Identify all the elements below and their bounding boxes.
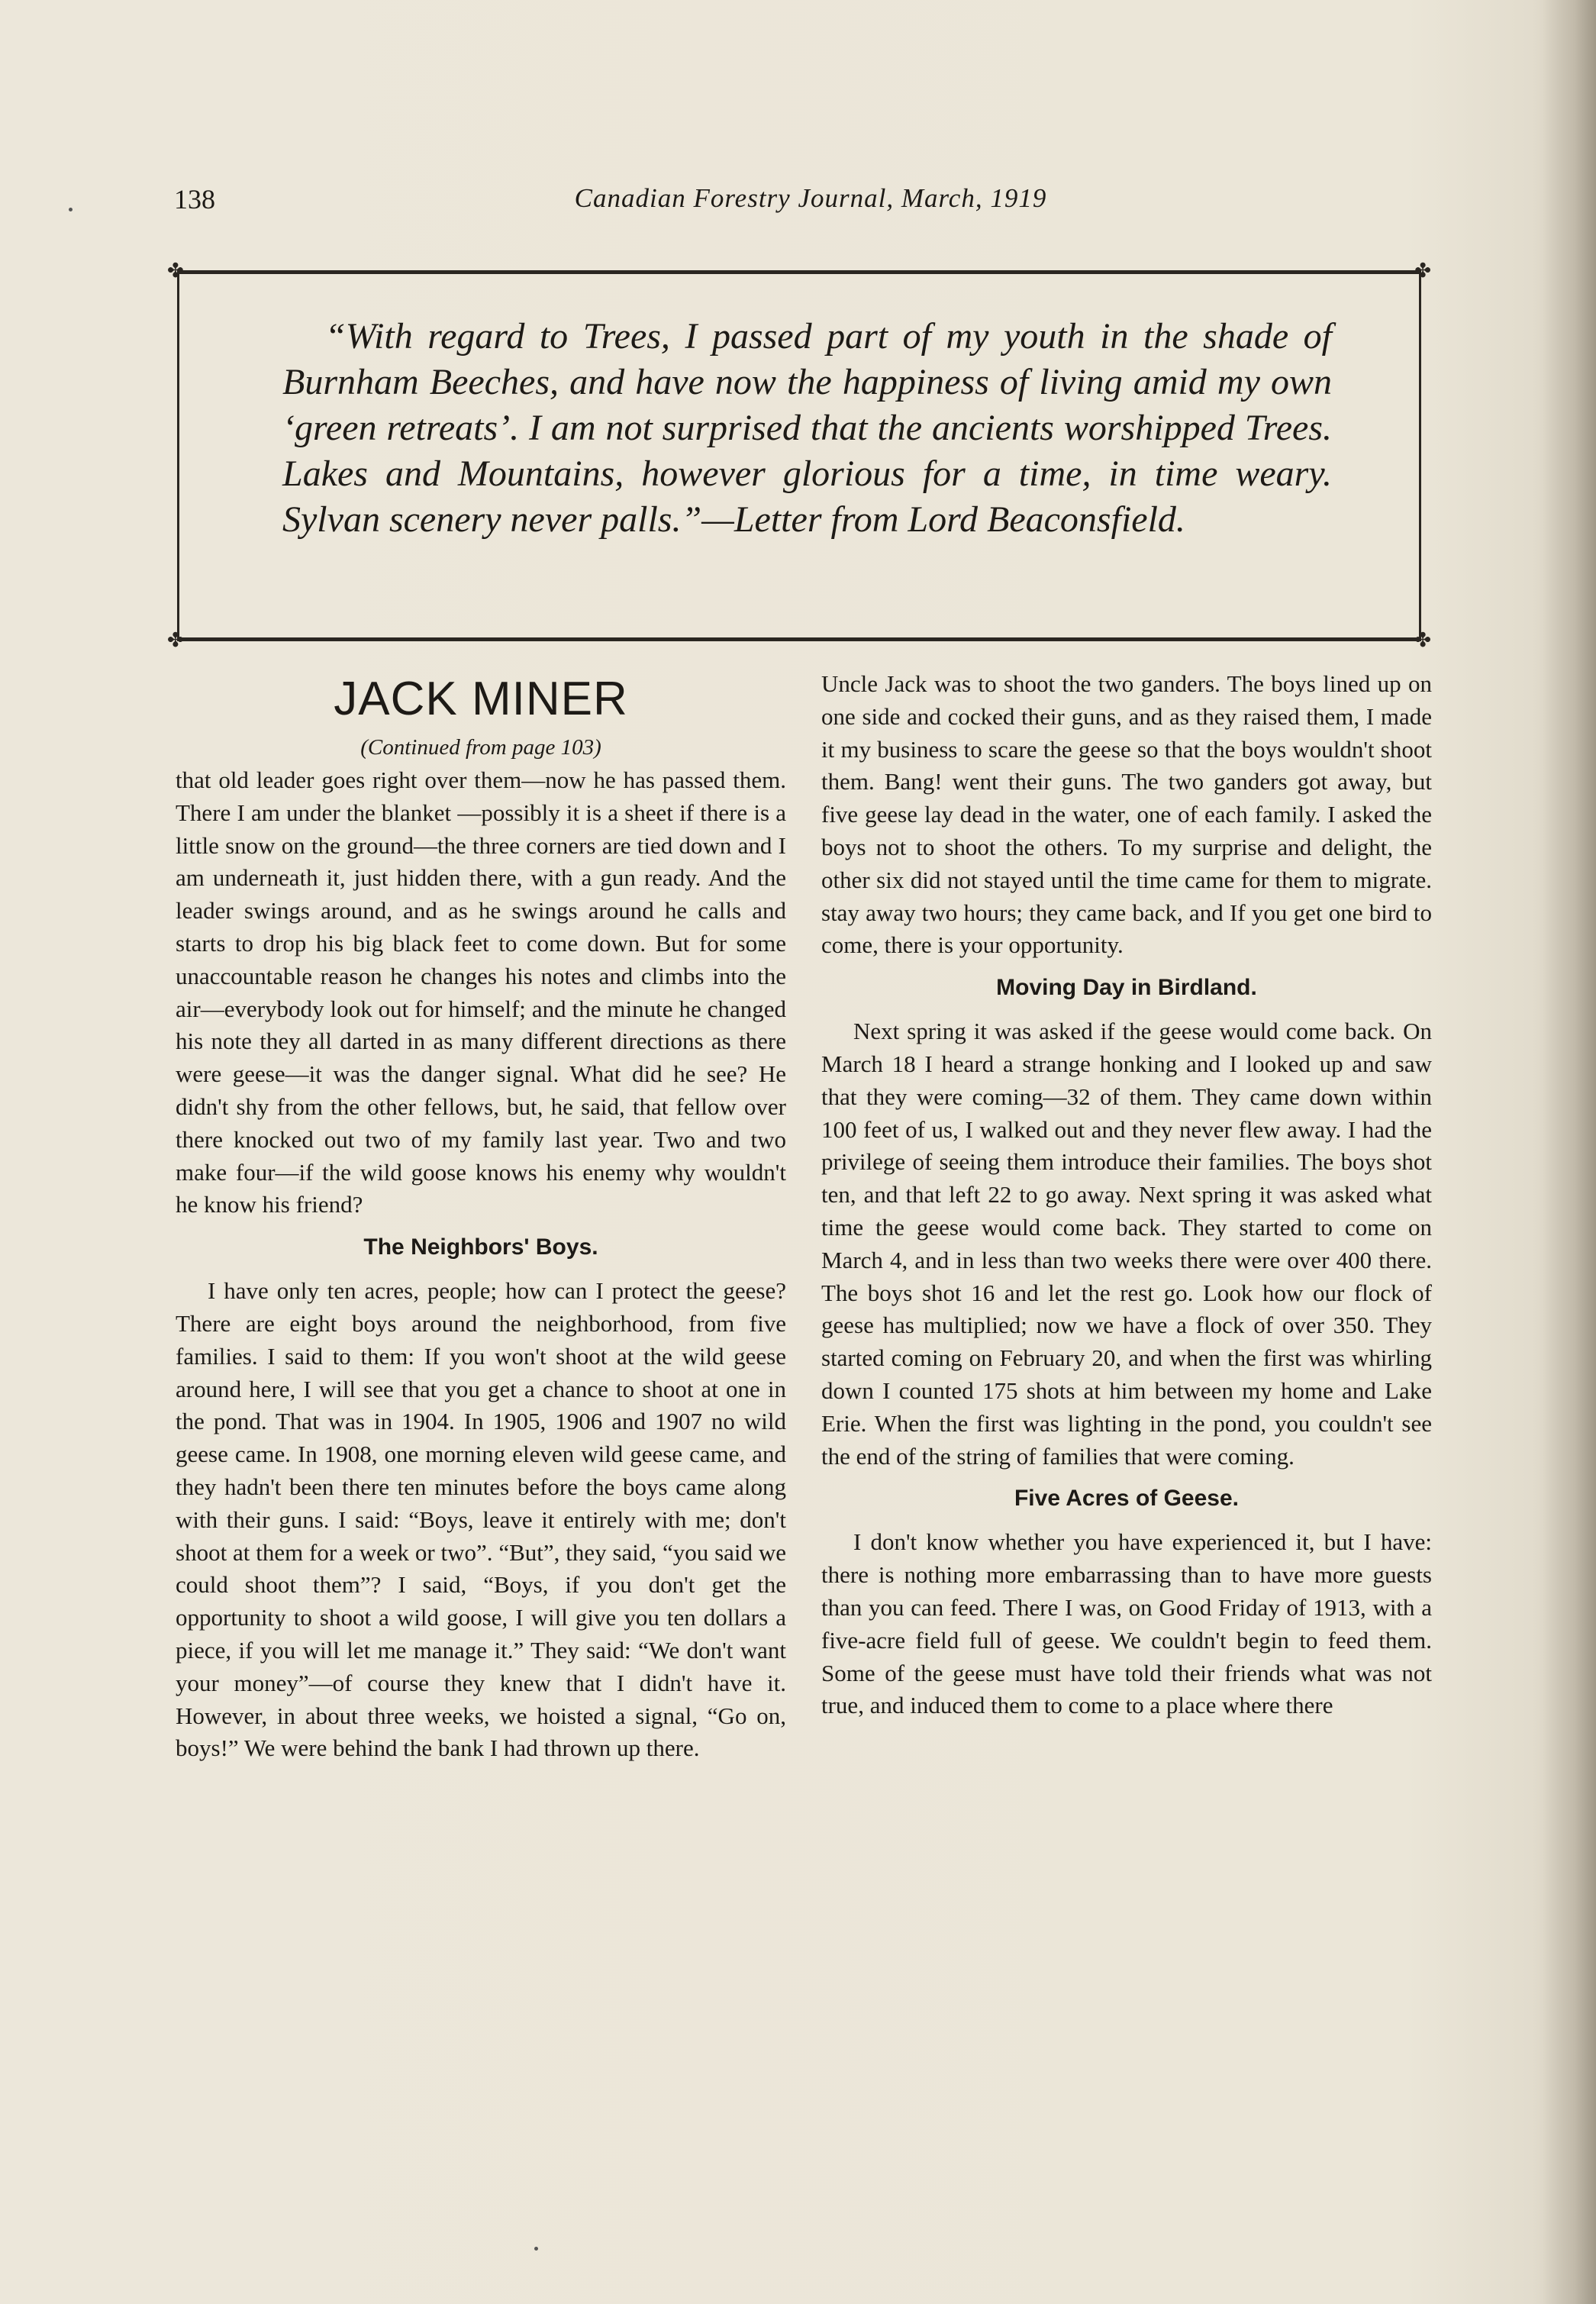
journal-title: Canadian Forestry Journal, March, 1919 bbox=[574, 183, 1047, 213]
beaconsfield-quote: “With regard to Trees, I passed part of my youth in the shade of Burnham Beeches, and have now the happiness of living amid my own ‘green retreats’. I am not surprised that the ancients worshipped Trees. Lakes and Mountains, however glorious for a time, in time weary. Sylvan scenery never palls.”—Letter from Lord Beaconsfield. bbox=[282, 316, 1332, 540]
running-head bbox=[174, 183, 1447, 221]
body-paragraph: Next spring it was asked if the geese would come back. On March 18 I heard a strange honking and I looked up and saw that they were coming—32 of them. They came down within 100 feet of us, I walked out and they never flew away. I had the privilege of seeing them introduce their families. The boys shot ten, and that left 22 to go away. Next spring it was asked what time the geese would come back. They started to come on March 4, and in less than two weeks there were over 400 there. The boys shot 16 and let the rest go. Look how our flock of geese has multiplied; now we have a flock of over 350. They started coming on February 20, and when the first was whirling down I counted 175 shots at him between my home and Lake Erie. When the first was lighting in the pond, you couldn't see the end of the string of families that were coming. bbox=[821, 1018, 1432, 1470]
section-heading: Five Acres of Geese. bbox=[1014, 1486, 1240, 1512]
body-paragraph: Uncle Jack was to shoot the two ganders. The boys lined up on one side and cocked their guns, and as they raised them, I made it my business to scare the geese so that the boys wouldn't shoot them. Bang! went their guns. The two ganders got away, but five geese lay dead in the water, one of each family. I asked the boys not to shoot the others. To my surprise and delight, the other six did not stayed until the time came for them to migrate. stay away two hours; they came back, and If you get one bird to come, there is your opportunity. bbox=[821, 670, 1432, 959]
left-column bbox=[176, 668, 786, 1765]
continued-note: (Continued from page 103) bbox=[360, 735, 601, 760]
article-title: JACK MINER bbox=[334, 673, 628, 725]
box-corner-ornament: ✤ bbox=[1414, 260, 1431, 282]
body-paragraph: I have only ten acres, people; how can I protect the geese? There are eight boys around the neighborhood, from five families. I said to them: If you won't shoot at the wild geese around here, I will see that you get a chance to shoot at one in the pond. That was in 1904. In 1905, 1906 and 1907 no wild geese came. In 1908, one morning eleven wild geese came, and they hadn't been there ten minutes before the boys came along with their guns. I said: “Boys, leave it entirely with me; don't shoot at them for a week or two”. “But”, they said, “you said we could shoot them”? I said, “Boys, if you don't get the opportunity to shoot a wild goose, I will give you ten dollars a piece, if you will let me manage it.” They said: “We don't want your money”—of course they knew that I didn't have it. However, in about three weeks, we hoisted a signal, “Go on, boys!” We were behind the bank I had thrown up there. bbox=[176, 1277, 786, 1762]
body-paragraph: I don't know whether you have experienced it, but I have: there is nothing more embarrassing than to have more guests than you can feed. There I was, on Good Friday of 1913, with a five-acre field full of geese. We couldn't begin to feed them. Some of the geese must have told their friends what was not true, and induced them to come to a place where there bbox=[821, 1528, 1432, 1719]
section-heading: The Neighbors' Boys. bbox=[363, 1234, 598, 1260]
box-corner-ornament: ✤ bbox=[167, 629, 184, 651]
box-corner-ornament: ✤ bbox=[1414, 629, 1431, 651]
right-column bbox=[821, 668, 1432, 1722]
paper-speck bbox=[534, 2247, 538, 2251]
body-paragraph: that old leader goes right over them—now he has passed them. There I am under the blanket —possibly it is a sheet if there is a little snow on the ground—the three corners are tied down and I am underneath it, just hidden there, with a gun ready. And the leader swings around, and as he swings around he calls and starts to drop his big black feet to come down. But for some unaccountable reason he changes his notes and climbs into the air—everybody look out for himself; and the minute he changed his note they all darted in as many different directions as there were geese—it was the danger signal. What did he see? He didn't shy from the other fellows, but, he said, that fellow over there knocked out two of my family last year. Two and two make four—if the wild goose knows his enemy why wouldn't he know his friend? bbox=[176, 766, 786, 1218]
box-corner-ornament: ✤ bbox=[167, 260, 184, 282]
paper-speck bbox=[69, 208, 73, 211]
quote-box bbox=[167, 260, 1431, 651]
section-heading: Moving Day in Birdland. bbox=[996, 975, 1257, 1001]
page-number: 138 bbox=[174, 184, 215, 215]
page-spine-shadow bbox=[1543, 0, 1596, 2304]
